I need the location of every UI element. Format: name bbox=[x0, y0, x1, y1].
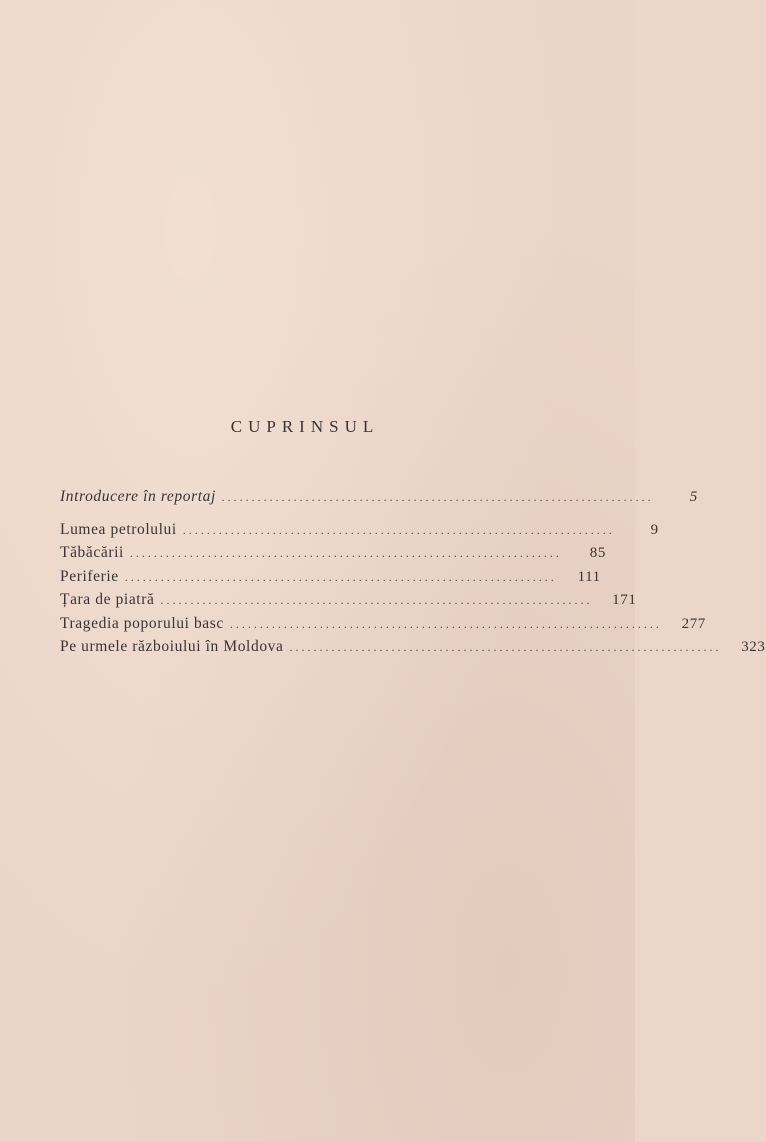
toc-entry-page: 5 bbox=[689, 489, 698, 505]
dot-leader: ........................................................................ bbox=[129, 546, 562, 560]
dot-leader: ........................................................................ bbox=[289, 640, 722, 654]
dot-leader: ........................................................................ bbox=[229, 616, 662, 631]
dot-leader: ........................................................................ bbox=[124, 569, 557, 584]
toc-entry-page: 277 bbox=[681, 615, 706, 632]
toc-entry bbox=[60, 638, 766, 662]
toc-entry-title: Introducere în reportaj bbox=[60, 488, 216, 505]
toc-entry bbox=[60, 614, 706, 639]
toc-entry bbox=[60, 591, 637, 615]
dot-leader: ........................................................................ bbox=[160, 593, 593, 607]
toc-entry-page: 323 bbox=[741, 639, 766, 655]
toc-entry-title: Periferie bbox=[60, 567, 119, 585]
toc-entry bbox=[60, 544, 606, 568]
toc-entry-page: 85 bbox=[589, 545, 606, 561]
toc-entry-page: 9 bbox=[650, 521, 659, 538]
toc-entry bbox=[60, 520, 659, 545]
toc-entry-title: Lumea petrolului bbox=[60, 520, 177, 538]
toc-entry-title: Tragedia poporului basc bbox=[60, 614, 224, 632]
toc-entry-title: Pe urmele războiului în Moldova bbox=[60, 638, 284, 655]
toc-entry bbox=[60, 488, 698, 512]
table-of-contents bbox=[60, 488, 766, 662]
dot-leader: ........................................................................ bbox=[182, 522, 615, 537]
toc-entry-title: Tăbăcării bbox=[60, 544, 124, 561]
toc-entry-title: Țara de piatră bbox=[60, 591, 155, 608]
toc-entry-page: 111 bbox=[577, 568, 601, 585]
contents-heading: CUPRINSUL bbox=[230, 417, 380, 436]
toc-entry-page: 171 bbox=[612, 592, 637, 608]
toc-entry bbox=[60, 567, 601, 592]
dot-leader: ........................................................................ bbox=[221, 490, 654, 504]
